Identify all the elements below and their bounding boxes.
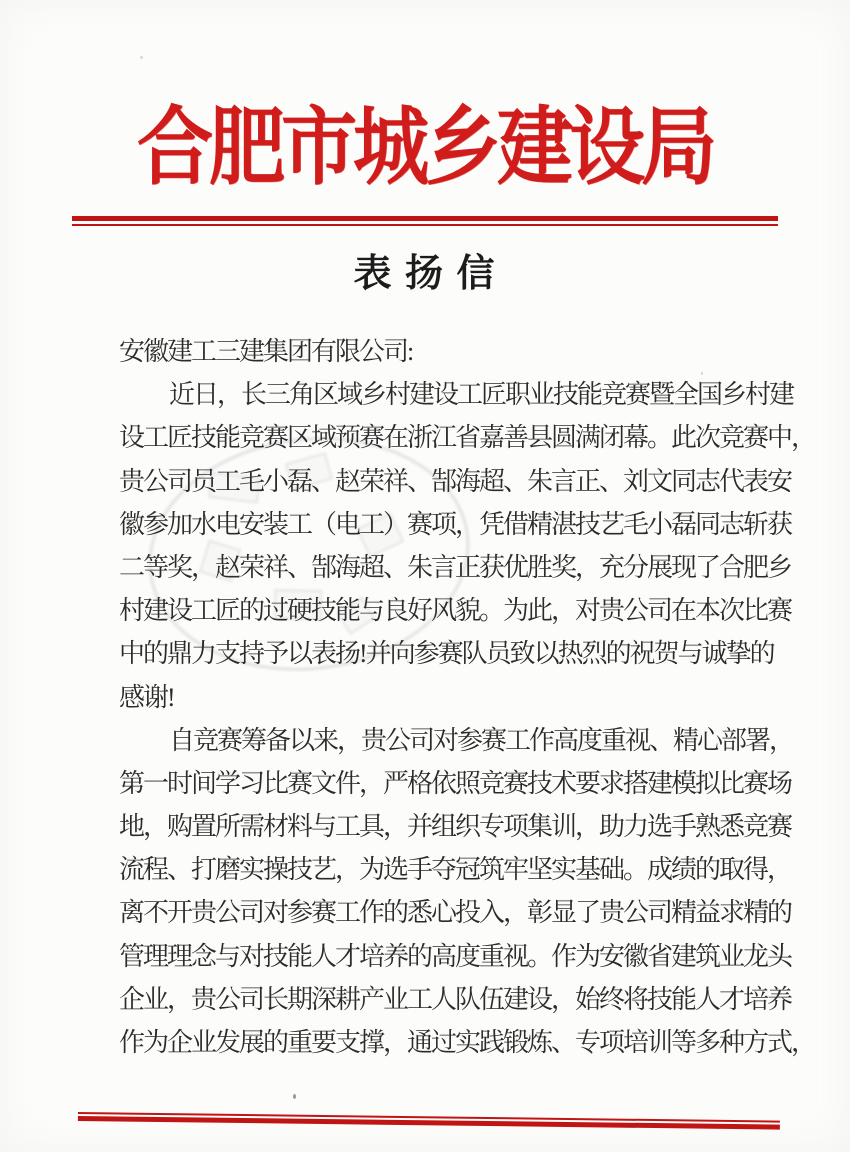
body-line: 地，购置所需材料与工具，并组织专项集训，助力选手熟悉竞赛 — [119, 812, 792, 842]
org-name: 合肥市城乡建设局 — [137, 101, 713, 196]
salutation: 安徽建工三建集团有限公司: — [119, 337, 413, 366]
body-line: 二等奖，赵荣祥、郜海超、朱言正获优胜奖，充分展现了合肥乡 — [119, 552, 792, 582]
header-double-rule — [72, 216, 778, 226]
body-line: 徽参加水电安装工（电工）赛项，凭借精湛技艺毛小磊同志斩获 — [119, 509, 792, 539]
body-line: 近日，长三角区域乡村建设工匠职业技能竞赛暨全国乡村建 — [169, 380, 794, 410]
body-line: 离不开贵公司对参赛工作的悉心投入，彰显了贵公司精益求精的 — [119, 898, 792, 928]
body-line: 村建设工匠的过硬技能与良好风貌。为此，对贵公司在本次比赛 — [119, 596, 792, 626]
body-line: 第一时间学习比赛文件，严格依照竞赛技术要求搭建模拟比赛场 — [119, 768, 792, 798]
body-line: 自竞赛筹备以来，贵公司对参赛工作高度重视、精心部署， — [169, 725, 794, 755]
footer-double-rule — [78, 1112, 780, 1130]
letter-title: 表 扬 信 — [353, 253, 497, 295]
body-line: 设工匠技能竞赛区域预赛在浙江省嘉善县圆满闭幕。此次竞赛中， — [119, 423, 816, 453]
body-line: 企业，贵公司长期深耕产业工人队伍建设，始终将技能人才培养 — [119, 984, 792, 1014]
body-line: 感谢! — [119, 682, 174, 712]
scan-speck — [293, 1094, 296, 1099]
header-rule-thin-line — [72, 224, 778, 226]
body-line: 贵公司员工毛小磊、赵荣祥、郜海超、朱言正、刘文同志代表安 — [119, 466, 792, 496]
body-line: 中的鼎力支持予以表扬!并向参赛队员致以热烈的祝贺与诚挚的 — [119, 639, 774, 669]
body-line: 流程、打磨实操技艺，为选手夺冠筑牢坚实基础。成绩的取得， — [119, 855, 792, 885]
scan-speck — [701, 372, 703, 375]
letter-body — [119, 330, 816, 1064]
body-line: 管理理念与对技能人才培养的高度重视。作为安徽省建筑业龙头 — [119, 941, 792, 971]
scan-speck — [140, 56, 143, 59]
body-line: 作为企业发展的重要支撑，通过实践锻炼、专项培训等多种方式， — [119, 1028, 816, 1057]
